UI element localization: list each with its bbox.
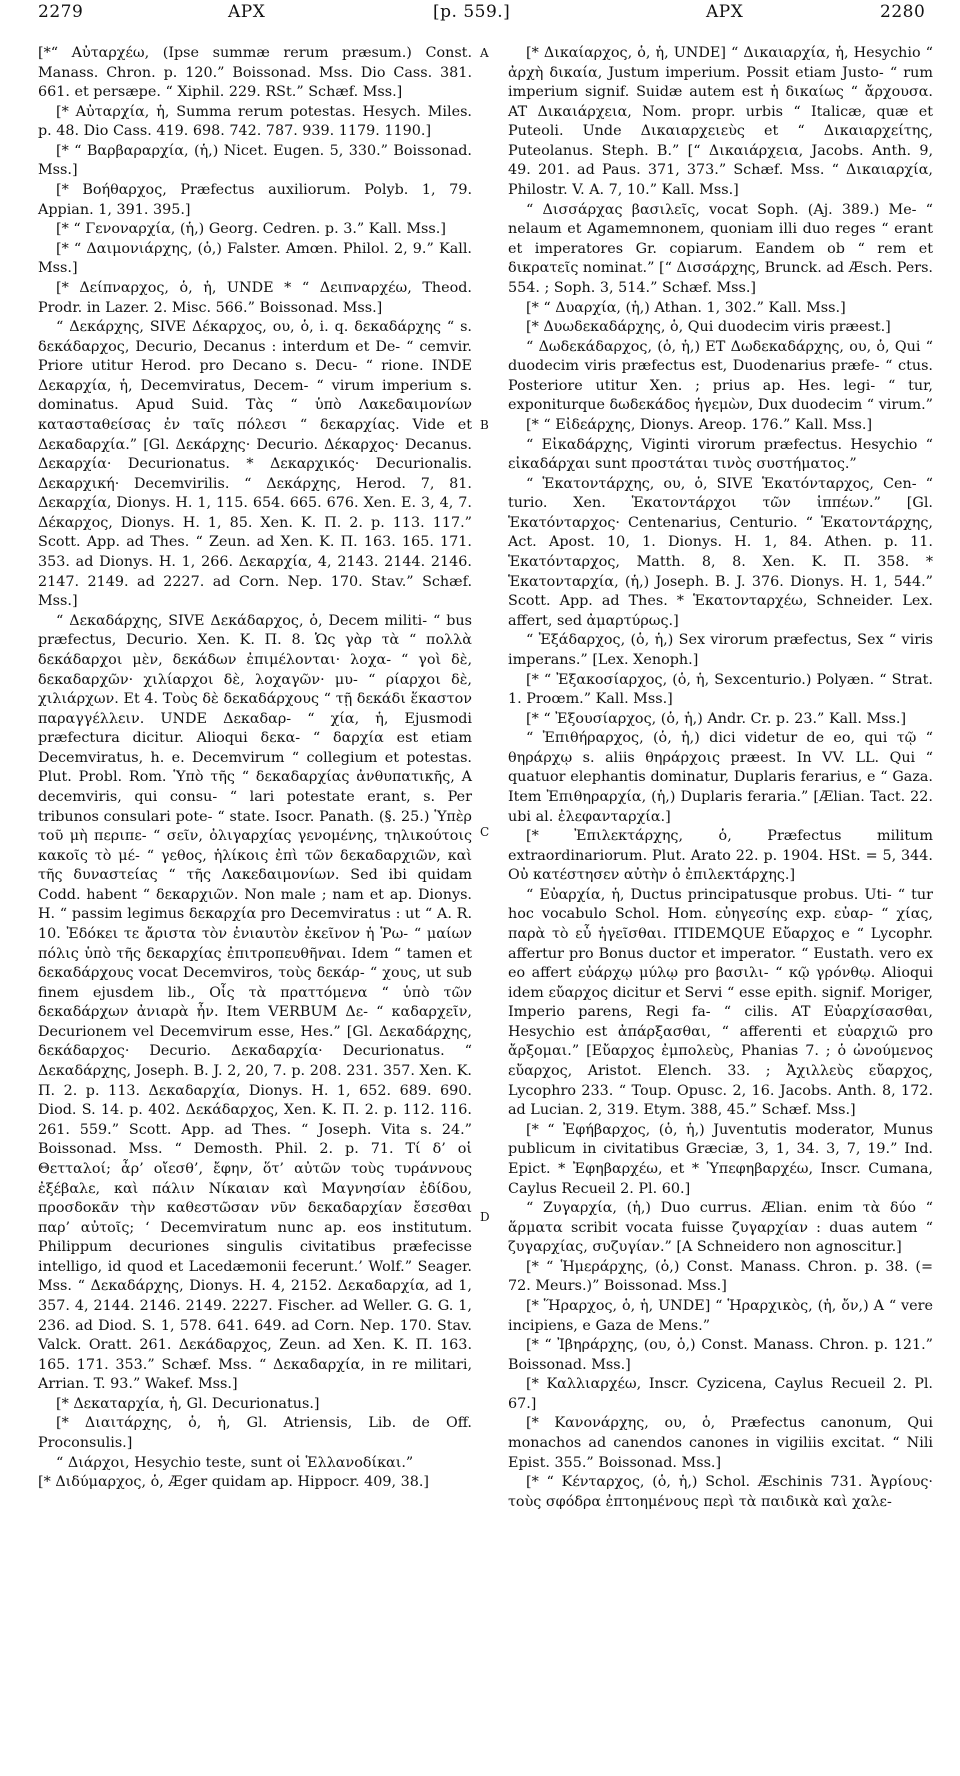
dictionary-entry: [* Δικαίαρχος, ὁ, ἡ, UNDE] “ Δικαιαρχία, ἡ, Hesychio “ ἀρχὴ δικαία, Justum imperium. Possit etiam Justo- “ rum imperium signif. Suidæ autem est ἡ δικαίως “ ἄρχουσα. AT Δικαιάρχεια, Nom. propr. urbis “ Italicæ, quæ et Puteoli. Unde Δικαιαρχειεὺς et “ Δικαιαρχείτης, Puteolanus. Steph. B.” [“ Δικαιάρχεια, Jacobs. Anth. 9, 49. 201. ad Paus. 371, 373.” Schæf. Mss. “ Δικαιαρχία, Philostr. V. A. 7, 10.” Kall. Mss.] <box>508 45 933 199</box>
running-header <box>0 0 960 36</box>
dictionary-entry: [*“ Αὐταρχέω, (Ipse summæ rerum præsum.) Const. Manass. Chron. p. 120.” Boissonad. Mss. Dio Cass. 381. 661. et persæpe. “ Xiphil. 229. RSt.” Schæf. Mss.] <box>38 45 472 101</box>
dictionary-entry: [* Ἐπιλεκτάρχης, ὁ, Præfectus militum extraordinariorum. Plut. Arato 22. p. 1904. HSt. = 5, 344. Οὐ κατέστησεν αὐτὴν ὁ ἐπιλεκτάρχης.] <box>508 828 933 884</box>
margin-letter-b: B <box>480 418 489 432</box>
dictionary-entry: “ Δισσάρχας βασιλεῖς, vocat Soph. (Aj. 389.) Me- “ nelaum et Agamemnonem, quoniam illi duo reges “ erant et imperatores Gr. copiarum. Eandem ob “ rem et δικρατεῖς nominat.” [“ Δισσάρχης, Brunck. ad Æsch. Pers. 554. ; Soph. 3, 514.” Schæf. Mss.] <box>508 201 933 296</box>
dictionary-entry: [* Δείπναρχος, ὁ, ἡ, UNDE * “ Δειπναρχέω, Theod. Prodr. in Lazer. 2. Misc. 566.” Boissonad. Mss.] <box>38 279 472 316</box>
dictionary-entry: [* Βοήθαρχος, Præfectus auxiliorum. Polyb. 1, 79. Appian. 1, 391. 395.] <box>38 182 472 218</box>
dictionary-entry: [* Διαιτάρχης, ὁ, ἡ, Gl. Atriensis, Lib. de Off. Proconsulis.] <box>38 1415 472 1452</box>
dictionary-entry: “ Ζυγαρχία, (ἡ,) Duo currus. Ælian. enim τὰ δύο “ ἅρματα scribit vocata fuisse ζυγαρχίαν : duas autem “ ζυγαρχίας, συζυγίαν.” [A Schneidero non agnoscitur.] <box>508 1200 933 1256</box>
dictionary-entry: [* Αὐταρχία, ἡ, Summa rerum potestas. Hesych. Miles. p. 48. Dio Cass. 419. 698. 742. 787. 939. 1179. 1190.] <box>38 103 472 140</box>
dictionary-entry: [* “ Ἐφήβαρχος, (ὁ, ἡ,) Juventutis moderator, Munus publicum in civitatibus Græciæ, 3, 1, 34. 3, 7, 19.” Ind. Epict. * Ἐφηβαρχέω, et * Ὑπεφηβαρχέω, Inscr. Cumana, Caylus Recueil 2. Pl. 60.] <box>508 1121 933 1197</box>
dictionary-entry: “ Ἑκατοντάρχης, ου, ὁ, SIVE Ἑκατόνταρχος, Cen- “ turio. Xen. Ἑκατοντάρχοι τῶν ἱππέων.” [Gl. Ἑκατόνταρχος· Centenarius, Centurio. “ Ἑκατοντάρχης, Act. Apost. 10, 1. Dionys. H. 1, 84. Athen. p. 11. Ἑκατόνταρχος, Matth. 8, 8. Xen. K. Π. 358. * Ἑκατονταρχία, (ἡ,) Joseph. B. J. 376. Dionys. H. 1, 544.” Scott. App. ad Thes. * Ἑκατονταρχέω, Schneider. Lex. affert, sed ἀμαρτύρως.] <box>508 475 933 629</box>
right-page-number: 2280 <box>880 2 926 22</box>
dictionary-entry: [* “ Ἡμεράρχης, (ὁ,) Const. Manass. Chron. p. 38. (= 72. Meurs.)” Boissonad. Mss.] <box>508 1258 933 1295</box>
dictionary-entry: “ Δωδεκάδαρχος, (ὁ, ἡ,) ET Δωδεκαδάρχης, ου, ὁ, Qui “ duodecim viris præfectus est, Duodenarius præfe- “ ctus. Posteriore utitur Xen. ; prius ap. Hes. legi- “ tur, exponiturque δωδεκάδος ἡγεμὼν, Dux duodecim “ virum.” <box>508 338 933 414</box>
dictionary-entry: “ Εὐαρχία, ἡ, Ductus principatusque probus. Uti- “ tur hoc vocabulo Schol. Hom. εὐηγεσίης exp. εὐαρ- “ χίας, παρὰ τὸ εὖ ἡγεῖσθαι. ITIDEMQUE Εὔαρχος e “ Lycophr. affertur pro Bonus ductor et imperator. “ Eustath. vero ex eo affert εὐάρχῳ μύλῳ pro βασιλι- “ κῷ γρόνθῳ. Alioqui idem εὔαρχος dicitur et Servi “ esse epith. signif. Moriger, Imperio parens, Regi fa- “ cilis. AT Εὐαρχίσασθαι, Hesychio est ἀπάρξασθαι, “ afferenti et εὐαρχιῶ pro ἄρξομαι.” [Εὔαρχος ἐμπολεὺς, Phanias 7. ; ὁ ὠνούμενος εὔαρχος, Aristot. Elench. 33. ; Ἀχιλλεὺς εὔαρχος, Lycophro 233. “ Toup. Opusc. 2, 16. Jacobs. Anth. 8, 172. ad Lucian. 2, 319. Etym. 388, 45.” Schæf. Mss.] <box>508 886 933 1119</box>
dictionary-entry: “ Διάρχοι, Hesychio teste, sunt οἱ Ἑλλανοδίκαι.” <box>56 1454 414 1471</box>
right-headword: ΑΡΧ <box>706 2 744 22</box>
margin-letter-c: C <box>480 825 490 839</box>
dictionary-entry: “ Ἐξάδαρχος, (ὁ, ἡ,) Sex virorum præfectus, Sex “ viris imperans.” [Lex. Xenoph.] <box>508 632 933 668</box>
left-page-number: 2279 <box>38 2 84 22</box>
margin-letter-d: D <box>480 1210 490 1224</box>
dictionary-entry: [* Δεκαταρχία, ἡ, Gl. Decurionatus.] <box>56 1395 320 1412</box>
dictionary-entry: [* “ Δυαρχία, (ἡ,) Athan. 1, 302.” Kall. Mss.] <box>526 299 846 316</box>
right-column <box>508 44 933 1512</box>
dictionary-entry: [* Δυωδεκαδάρχης, ὁ, Qui duodecim viris præest.] <box>526 319 891 336</box>
dictionary-entry: [* “ Ἰβηράρχης, (ου, ὁ,) Const. Manass. Chron. p. 121.” Boissonad. Mss.] <box>508 1337 933 1373</box>
dictionary-entry: [* “ Γενοναρχία, (ἡ,) Georg. Cedren. p. 3.” Kall. Mss.] <box>56 221 446 238</box>
dictionary-entry: “ Δεκαδάρχης, SIVE Δεκάδαρχος, ὁ, Decem militi- “ bus præfectus, Decurio. Xen. K. Π. 8. Ὡς γὰρ τὰ “ πολλὰ δεκάδαρχοι μὲν, δεκάδων ἐπιμέλονται· λοχα- “ γοὶ δὲ, δεκαδαρχῶν· χιλίαρχοι δὲ, λοχαγῶν· μυ- “ ρίαρχοι δὲ, χιλιάρχων. Et 4. Τοὺς δὲ δεκαδάρχους “ τῇ δεκάδι ἕκαστον παραγγέλλειν. UNDE Δεκαδαρ- “ χία, ἡ, Ejusmodi præfectura dicitur. Alioqui δεκα- “ δαρχία est etiam Decemviratus, h. e. Decemvirum “ collegium et potestas. Plut. Probl. Rom. Ὑπὸ τῆς “ δεκαδαρχίας ἀνθυπατικῆς, A decemviris, qui consu- “ lari potestate erant, s. Per tribunos consulari pote- “ state. Isocr. Panath. (§. 25.) Ὑπὲρ τοῦ μὴ περιπε- “ σεῖν, ὀλιγαρχίας γενομένης, τηλικούτοις κακοῖς τὸ μέ- “ γεθος, ἡλίκοις ἐπὶ τῶν δεκαδαρχιῶν, καὶ τῆς δυναστείας “ τῆς Λακεδαιμονίων. Sed ibi quidam Codd. habent “ δεκαρχιῶν. Non male ; nam et ap. Dionys. H. “ passim legimus δεκαρχία pro Decemviratus : ut “ A. R. 10. Ἐδόκει τε ἄριστα τὸν ἐνιαυτὸν ἐκεῖνον ἡ Ῥω- “ μαίων πόλις ὑπὸ τῆς δεκαρχίας ἐπιτροπευθῆναι. Idem “ tamen et δεκαδάρχους vocat Decemviros, τοὺς δεκάρ- “ χους, ut sub finem ejusdem lib., Οἷς τὰ πραττόμενα “ ὑπὸ τῶν δεκαδάρχων ἀνιαρὰ ἦν. Item VERBUM Δε- “ καδαρχεῖν, Decurionem vel Decemvirum esse, Hes.” [Gl. Δεκαδάρχης, δεκάδαρχος· Decurio. Δεκαδαρχία· Decurionatus. “ Δεκαδάρχης, Joseph. B. J. 2, 20, 7. p. 208. 231. 357. Xen. K. Π. 2. p. 113. Δεκαδαρχία, Dionys. H. 1, 652. 689. 690. Diod. S. 14. p. 402. Δεκάδαρχος, Xen. K. Π. 2. p. 112. 116. 261. 559.” Scott. App. ad Thes. “ Joseph. Vita s. 24.” Boissonad. Mss. “ Demosth. Phil. 2. p. 71. Τί δ’ οἱ Θετταλοί; ἆρ’ οἴεσθ’, ἔφην, ὅτ’ αὐτῶν τοὺς τυράννους ἐξέβαλε, καὶ πάλιν Νίκαιαν καὶ Μαγνησίαν ἐδίδου, προσδοκᾶν τὴν καθεστῶσαν νῦν δεκαδαρχίαν ἔσεσθαι παρ’ αὐτοῖς; ‘ Decemviratum nunc ap. eos institutum. Philippum decuriones singulis civitatibus præfecisse intelligo, id quod et Lacedæmonii fecerunt.’ Wolf.” Seager. Mss. “ Δεκαδάρχης, Dionys. H. 4, 2152. Δεκαδαρχία, ad 1, 357. 4, 2144. 2146. 2149. 2227. Fischer. ad Weller. G. G. 1, 236. ad Diod. S. 1, 578. 641. 649. ad Corn. Nep. 170. Stav. Valck. Oratt. 261. Δεκάδαρχος, Zeun. ad Xen. K. Π. 163. 165. 171. 353.” Schæf. Mss. “ Δεκαδαρχία, in re militari, Arrian. T. 93.” Wakef. Mss.] <box>38 612 472 1393</box>
dictionary-entry: “ Ἐπιθήραρχος, (ὁ, ἡ,) dici videtur de eo, qui τῷ “ θηράρχῳ s. aliis θηράρχοις præest. In VV. LL. Qui “ quatuor elephantis dominatur, Duplaris ferarius, e “ Gaza. Item Ἐπιθηραρχία, (ἡ,) Duplaris feraria.” [Ælian. Tact. 22. ubi al. ἐλεφανταρχία.] <box>508 730 933 825</box>
dictionary-entry: [* “ Ἐξακοσίαρχος, (ὁ, ἡ, Sexcenturio.) Polyæn. “ Strat. 1. Proœm.” Kall. Mss.] <box>508 671 933 708</box>
page-reference: [p. 559.] <box>433 2 511 22</box>
left-column <box>38 44 472 1493</box>
dictionary-entry: [* “ Κένταρχος, (ὁ, ἡ,) Schol. Æschinis 731. Ἀγρίους· τοὺς σφόδρα ἐπτοημένους περὶ τὰ παιδικὰ καὶ χαλε- <box>508 1474 933 1510</box>
left-headword: ΑΡΧ <box>228 2 266 22</box>
margin-letter-a: A <box>480 46 489 60</box>
dictionary-entry: [* “ Βαρβαραρχία, (ἡ,) Nicet. Eugen. 5, 330.” Boissonad. Mss.] <box>38 142 472 179</box>
dictionary-entry: [* Ἥραρχος, ὁ, ἡ, UNDE] “ Ἡραρχικὸς, (ἡ, ὄν,) A “ vere incipiens, e Gaza de Mens.” <box>508 1298 933 1334</box>
dictionary-entry: “ Εἰκαδάρχης, Viginti virorum præfectus. Hesychio “ εἰκαδάρχαι sunt προστάται τινὸς συστήματος.” <box>508 436 933 473</box>
dictionary-entry: “ Δεκάρχης, SIVE Δέκαρχος, ου, ὁ, i. q. δεκαδάρχης “ s. δεκάδαρχος, Decurio, Decanus : interdum et De- “ cemvir. Priore utitur Herod. pro Decano s. Decu- “ rione. INDE Δεκαρχία, ἡ, Decemviratus, Decem- “ virum imperium s. dominatus. Apud Suid. Τὰς “ ὑπὸ Λακεδαιμονίων κατασταθείσας ἐν ταῖς πόλεσι “ δεκαρχίας. Vide et Δεκαδαρχία.” [Gl. Δεκάρχης· Decurio. Δέκαρχος· Decanus. Δεκαρχία· Decurionatus. * Δεκαρχικός· Decurionalis. Δεκαρχική· Decemvirilis. “ Δεκάρχης, Herod. 7, 81. Δεκαρχία, Dionys. H. 1, 115. 654. 665. 676. Xen. E. 3, 4, 7. Δέκαρχος, Dionys. H. 1, 85. Xen. K. Π. 2. p. 113. 117.” Scott. App. ad Thes. “ Zeun. ad Xen. K. Π. 163. 165. 171. 353. ad Dionys. H. 1, 266. Δεκαρχία, 4, 2143. 2144. 2146. 2147. 2149. ad 2227. ad Corn. Nep. 170. Stav.” Schæf. Mss.] <box>38 319 472 610</box>
dictionary-entry: [* “ Ἐξουσίαρχος, (ὁ, ἡ,) Andr. Cr. p. 23.” Kall. Mss.] <box>526 710 907 727</box>
dictionary-entry: [* Καλλιαρχέω, Inscr. Cyzicena, Caylus Recueil 2. Pl. 67.] <box>508 1376 933 1412</box>
dictionary-entry: [* Κανονάρχης, ου, ὁ, Præfectus canonum, Qui monachos ad canendos canones in vigiliis excitat. “ Nili Epist. 355.” Boissonad. Mss.] <box>508 1415 933 1471</box>
dictionary-entry: [* Διδύμαρχος, ὁ, Æger quidam ap. Hippocr. 409, 38.] <box>38 1474 429 1491</box>
dictionary-entry: [* “ Δαιμονιάρχης, (ὁ,) Falster. Amœn. Philol. 2, 9.” Kall. Mss.] <box>38 240 472 277</box>
dictionary-entry: [* “ Εἰδεάρχης, Dionys. Areop. 176.” Kall. Mss.] <box>526 416 873 433</box>
